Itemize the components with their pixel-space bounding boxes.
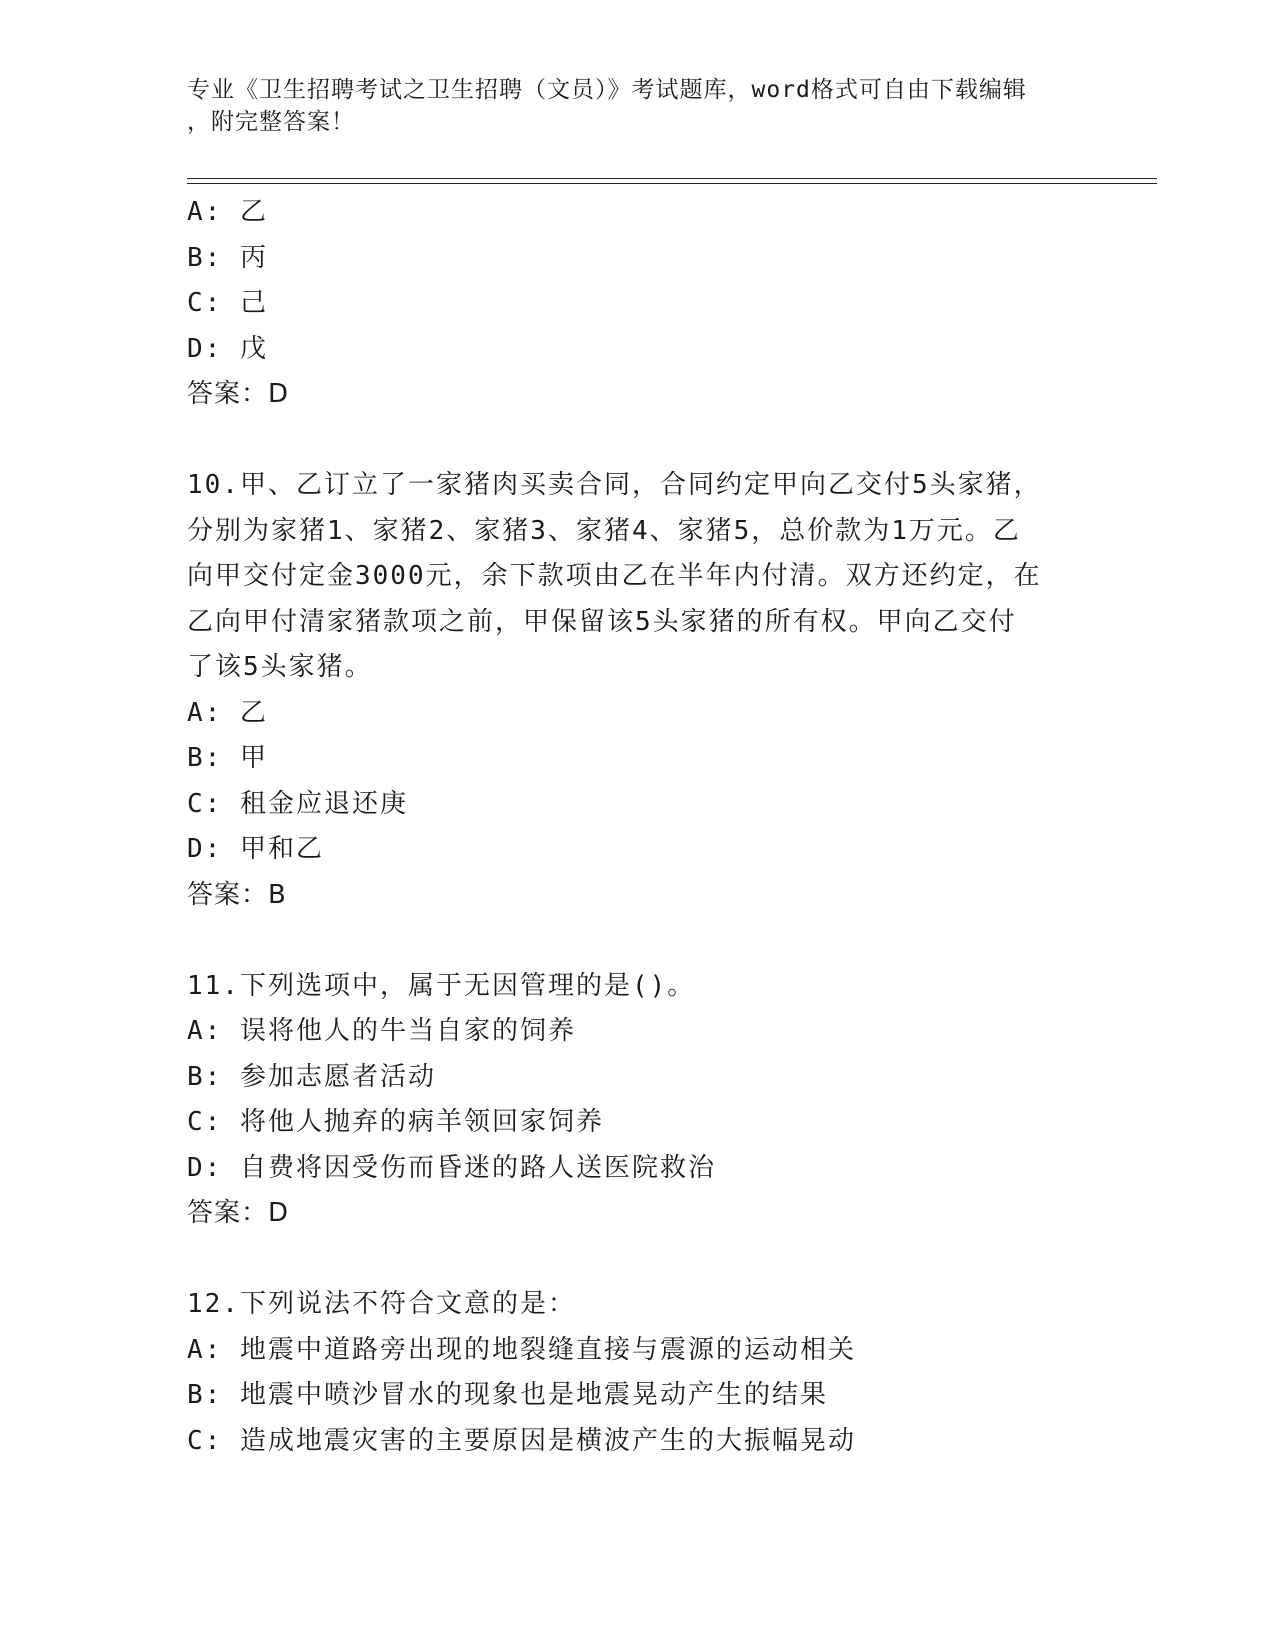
question-stem-line: 10.甲、乙订立了一家猪肉买卖合同，合同约定甲向乙交付5头家猪， xyxy=(187,470,1042,500)
question-list xyxy=(187,190,1147,1464)
option-d: D: 戊 xyxy=(187,333,268,364)
option-a: A: 乙 xyxy=(187,697,268,728)
option-d: D: 自费将因受伤而昏迷的路人送医院救治 xyxy=(187,1152,716,1183)
document-header xyxy=(187,74,1087,138)
question-stem-line: 乙向甲付清家猪款项之前，甲保留该5头家猪的所有权。甲向乙交付 xyxy=(187,606,1017,637)
option-c: C: 己 xyxy=(187,288,268,318)
question-11 xyxy=(187,964,1147,1237)
question-stem-line: 12.下列说法不符合文意的是： xyxy=(187,1289,576,1319)
spacer xyxy=(187,918,1147,964)
spacer xyxy=(187,418,1147,464)
answer-line: 答案：D xyxy=(187,1198,290,1228)
question-12 xyxy=(187,1282,1147,1464)
header-rule-bottom xyxy=(187,183,1157,184)
option-d: D: 甲和乙 xyxy=(187,834,324,864)
option-a: A: 误将他人的牛当自家的饲养 xyxy=(187,1016,576,1046)
option-c: C: 租金应退还庚 xyxy=(187,788,408,819)
option-b: B: 丙 xyxy=(187,242,268,273)
answer-line: 答案：D xyxy=(187,379,290,409)
header-line-2: ，附完整答案！ xyxy=(187,109,355,135)
header-line-1: 专业《卫生招聘考试之卫生招聘（文员）》考试题库，word格式可自由下载编辑 xyxy=(187,77,1027,103)
question-stem-line: 向甲交付定金3000元，余下款项由乙在半年内付清。双方还约定，在 xyxy=(187,561,1042,591)
option-a: A: 地震中道路旁出现的地裂缝直接与震源的运动相关 xyxy=(187,1334,856,1365)
spacer xyxy=(187,1237,1147,1283)
question-stem-line: 11.下列选项中，属于无因管理的是()。 xyxy=(187,970,696,1001)
answer-line: 答案：B xyxy=(187,879,287,910)
option-c: C: 造成地震灾害的主要原因是横波产生的大振幅晃动 xyxy=(187,1425,856,1456)
question-10 xyxy=(187,463,1147,918)
option-b: B: 地震中喷沙冒水的现象也是地震晃动产生的结果 xyxy=(187,1380,828,1410)
question-9 xyxy=(187,190,1147,418)
option-b: B: 甲 xyxy=(187,743,268,773)
option-c: C: 将他人抛弃的病羊领回家饲养 xyxy=(187,1107,604,1137)
option-b: B: 参加志愿者活动 xyxy=(187,1061,436,1092)
question-stem-line: 了该5头家猪。 xyxy=(187,652,373,682)
header-rule-top xyxy=(187,178,1157,179)
option-a: A: 乙 xyxy=(187,197,268,227)
question-stem-line: 分别为家猪1、家猪2、家猪3、家猪4、家猪5，总价款为1万元。乙 xyxy=(187,515,1021,546)
